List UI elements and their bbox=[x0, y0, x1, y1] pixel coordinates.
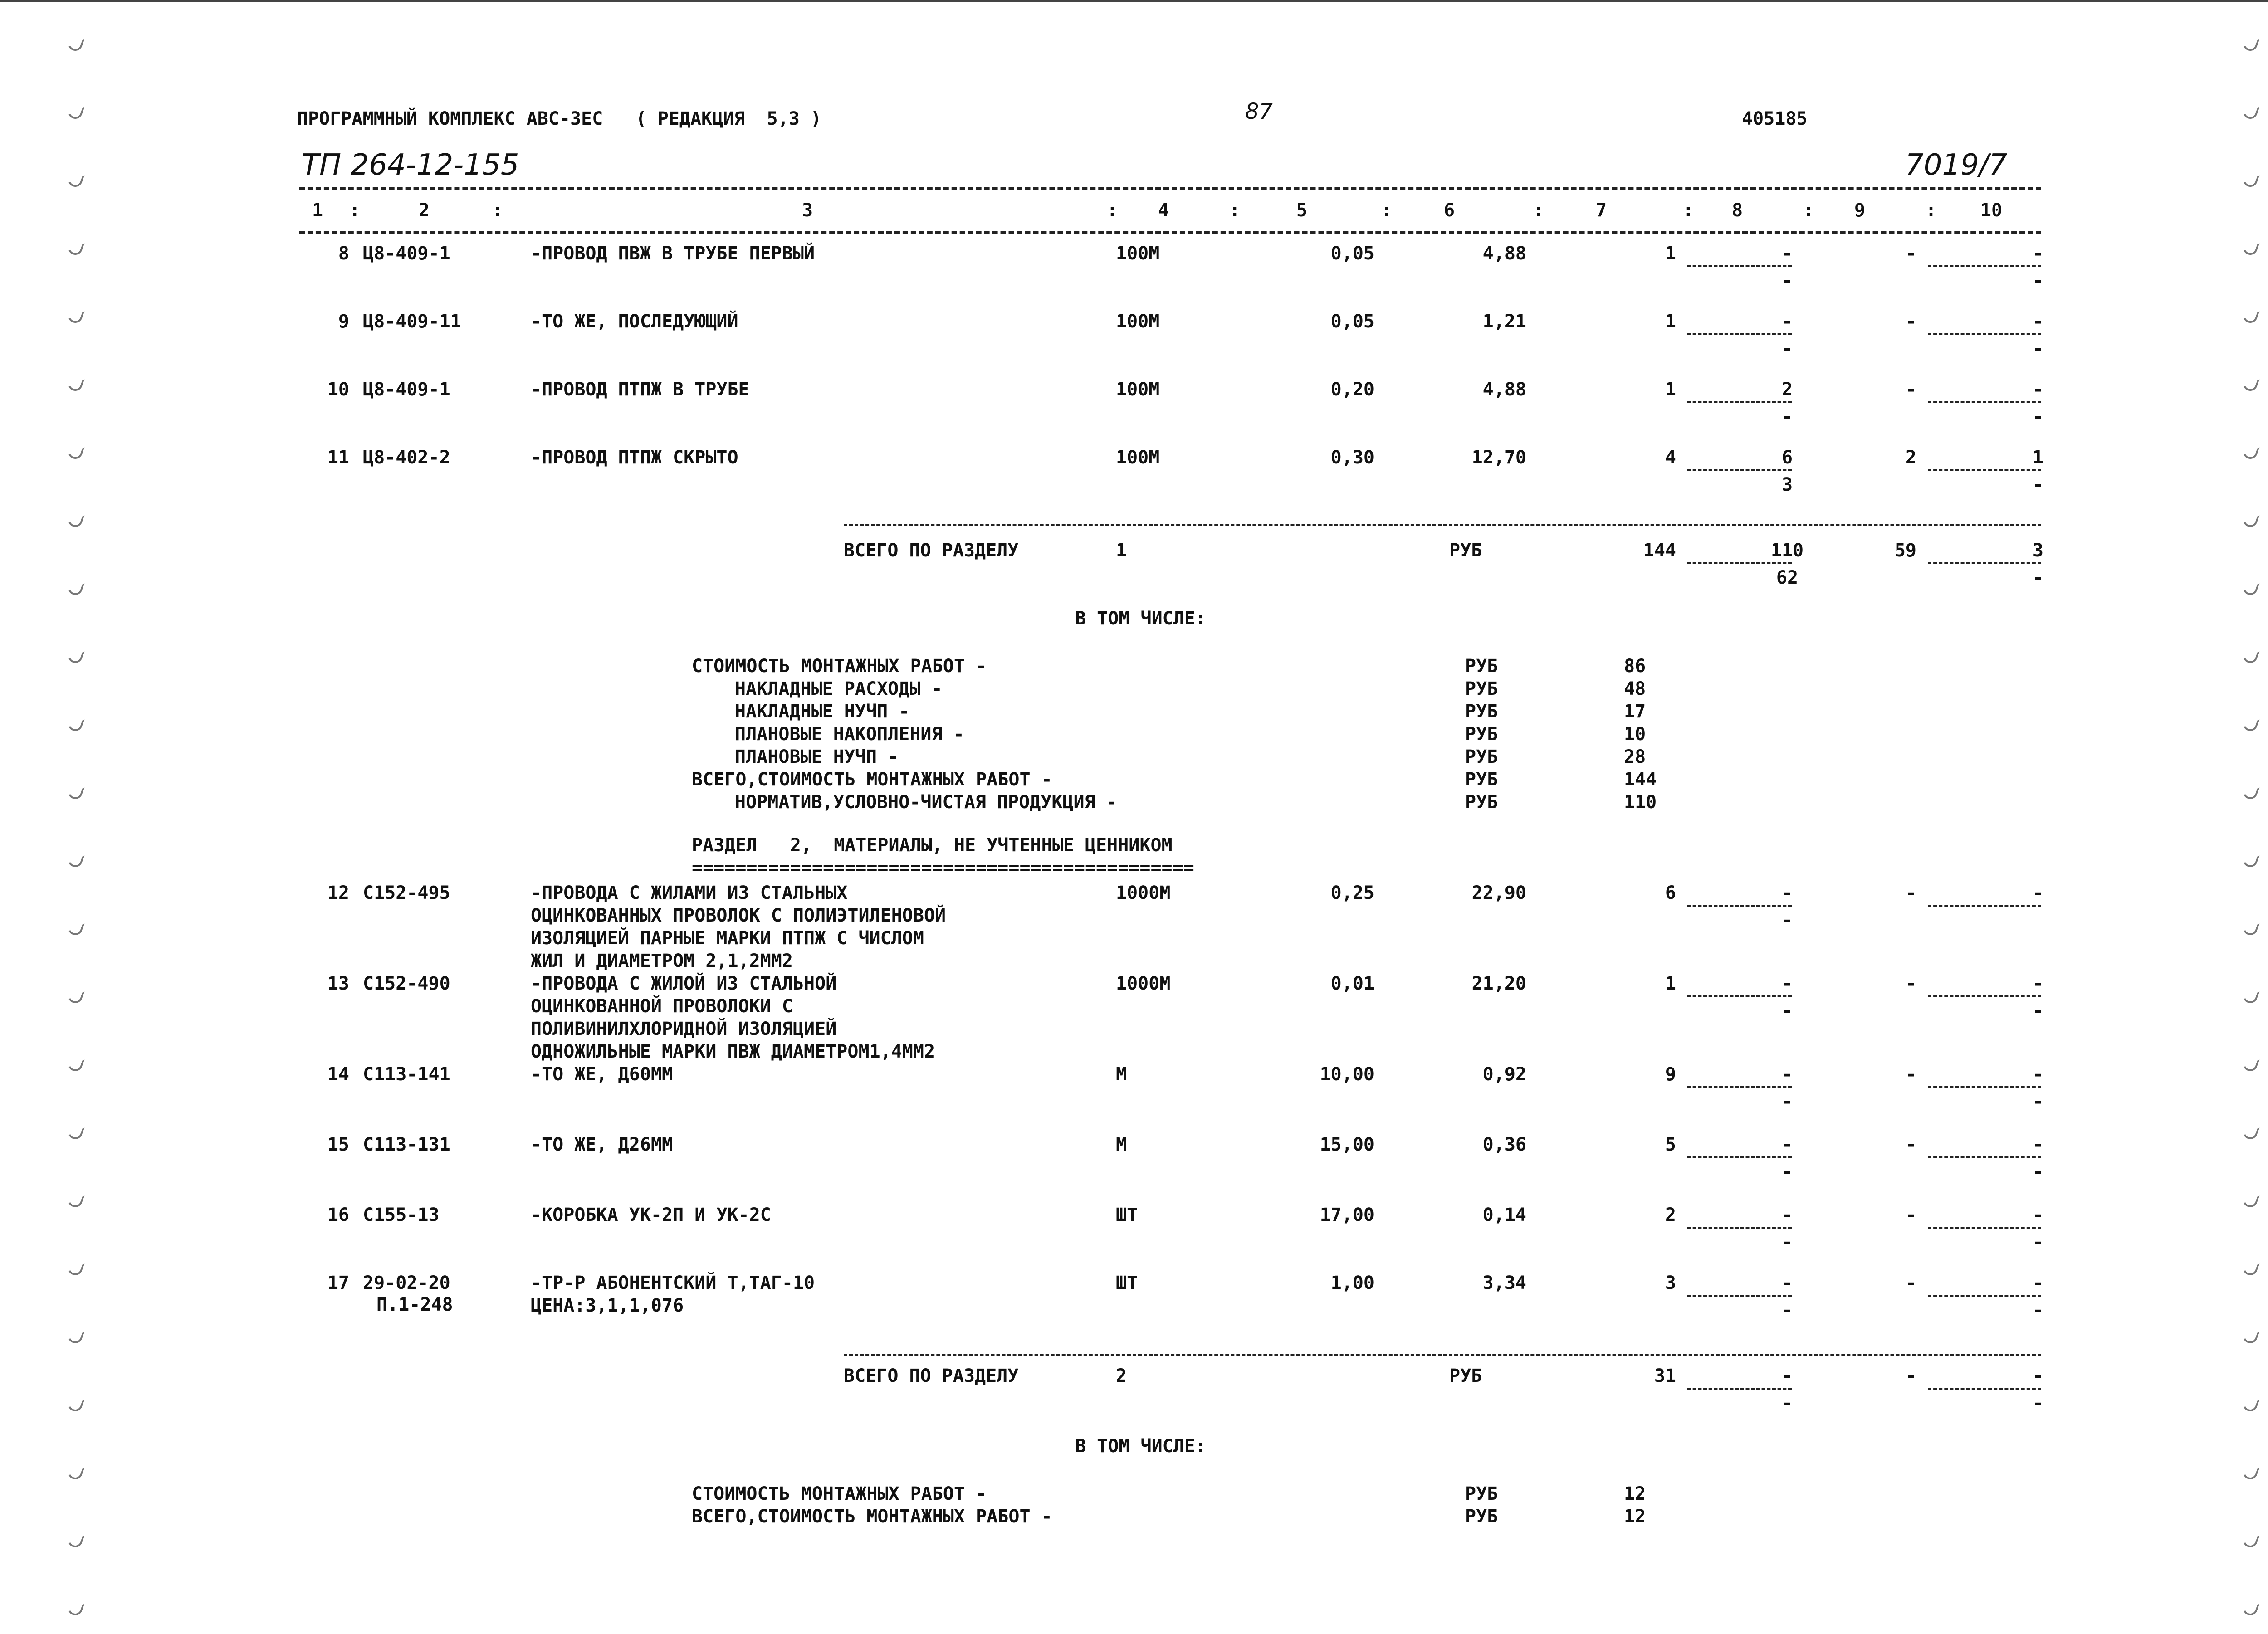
binder-hole-icon bbox=[66, 1395, 84, 1413]
binder-hole-icon bbox=[66, 714, 84, 733]
sec1-total-rule bbox=[844, 524, 2041, 526]
sec1-machine-wage: - bbox=[2032, 243, 2043, 264]
sec1-row-number: 9 bbox=[338, 311, 349, 332]
sec2-work-name: ИЗОЛЯЦИЕЙ ПАРНЫЕ МАРКИ ПТПЖ С ЧИСЛОМ bbox=[531, 928, 924, 949]
column-header-1: 1 bbox=[312, 200, 323, 221]
sec1-total-unit: РУБ bbox=[1449, 540, 1482, 561]
sec2-unit-price: 0,14 bbox=[1482, 1205, 1526, 1225]
binder-hole-icon bbox=[2241, 1122, 2259, 1141]
document-code: 405185 bbox=[1742, 108, 1808, 129]
binder-hole-icon bbox=[2241, 986, 2259, 1005]
sec1-subrule-10 bbox=[1928, 469, 2041, 471]
sec2-work-name: -ТР-Р АБОНЕНТСКИЙ Т,ТАГ-10 bbox=[531, 1273, 815, 1293]
sec2-machine-wage: - bbox=[2032, 973, 2043, 994]
sec2-wage-cost: - bbox=[1781, 973, 1793, 994]
sec2-machine-cost: - bbox=[1905, 1134, 1916, 1155]
sec1-machine-wage-sub: - bbox=[2032, 406, 2043, 427]
sec2-quantity: 17,00 bbox=[1320, 1205, 1374, 1225]
binder-hole-icon bbox=[2241, 374, 2259, 393]
sec1-work-name: -ПРОВОД ПВЖ В ТРУБЕ ПЕРВЫЙ bbox=[531, 243, 815, 264]
sec1-breakdown-label: НАКЛАДНЫЕ РАСХОДЫ - bbox=[735, 678, 943, 699]
sec2-subrule-10 bbox=[1928, 1156, 2041, 1158]
sec2-machine-cost: - bbox=[1905, 1064, 1916, 1085]
sec1-row-number: 10 bbox=[327, 379, 349, 400]
sec1-machine-wage: 1 bbox=[2032, 447, 2043, 468]
section2-title-underline: ============================================== bbox=[692, 858, 1194, 878]
sec2-work-name: -ПРОВОДА С ЖИЛАМИ ИЗ СТАЛЬНЫХ bbox=[531, 883, 848, 903]
sec2-quantity: 0,25 bbox=[1330, 883, 1374, 903]
sec1-machine-cost: - bbox=[1905, 311, 1916, 332]
sec1-total-cost: 144 bbox=[1643, 540, 1676, 561]
sec2-subrule-8 bbox=[1687, 1227, 1792, 1229]
sec1-breakdown-unit: РУБ bbox=[1465, 656, 1498, 677]
sec2-unit-price: 3,34 bbox=[1482, 1273, 1526, 1293]
sec2-machine-wage: - bbox=[2032, 883, 2043, 903]
sec2-machine-cost: - bbox=[1905, 973, 1916, 994]
sec2-work-name: ОДНОЖИЛЬНЫЕ МАРКИ ПВЖ ДИАМЕТРОМ1,4ММ2 bbox=[531, 1041, 935, 1062]
sec1-total-wage: 110 bbox=[1770, 540, 1804, 561]
sec1-breakdown-label: ВСЕГО,СТОИМОСТЬ МОНТАЖНЫХ РАБОТ - bbox=[692, 769, 1052, 790]
sec2-unit-price: 22,90 bbox=[1471, 883, 1526, 903]
binder-hole-icon bbox=[2241, 918, 2259, 937]
sec1-total-cost: 1 bbox=[1665, 311, 1676, 332]
sec2-unit: М bbox=[1116, 1134, 1127, 1155]
binder-hole-icon bbox=[2241, 646, 2259, 665]
sec2-price-code: С152-495 bbox=[363, 883, 450, 903]
sec1-total-cost: 4 bbox=[1665, 447, 1676, 468]
column-header-6: 6 bbox=[1443, 200, 1455, 221]
sec2-quantity: 1,00 bbox=[1330, 1273, 1374, 1293]
sec1-total-label: ВСЕГО ПО РАЗДЕЛУ bbox=[844, 540, 1019, 561]
binder-hole-icon bbox=[66, 646, 84, 665]
sec1-breakdown-value: 10 bbox=[1624, 724, 1646, 745]
sec2-machine-cost: - bbox=[1905, 1273, 1916, 1293]
page-number: 87 bbox=[1245, 99, 1273, 124]
column-separator: : bbox=[349, 200, 361, 221]
sec1-total-machine: 59 bbox=[1894, 540, 1916, 561]
sec2-machine-wage: - bbox=[2032, 1273, 2043, 1293]
sec1-machine-wage: - bbox=[2032, 379, 2043, 400]
sec1-work-name: -ПРОВОД ПТПЖ В ТРУБЕ bbox=[531, 379, 749, 400]
binder-hole-icon bbox=[2241, 306, 2259, 325]
sec1-machine-wage-sub: - bbox=[2032, 474, 2043, 495]
sec1-unit: 100М bbox=[1116, 311, 1160, 332]
sec2-wage-cost: - bbox=[1781, 1134, 1793, 1155]
sec2-work-name: -КОРОБКА УК-2П И УК-2С bbox=[531, 1205, 771, 1225]
sec2-row-number: 16 bbox=[327, 1205, 349, 1225]
sec1-price-code: Ц8-409-11 bbox=[363, 311, 461, 332]
sec2-subrule-10 bbox=[1928, 1227, 2041, 1229]
section2-title: РАЗДЕЛ 2, МАТЕРИАЛЫ, НЕ УЧТЕННЫЕ ЦЕННИКОМ bbox=[692, 835, 1173, 856]
sec2-subrule-8 bbox=[1687, 995, 1792, 997]
sec2-wage-cost: - bbox=[1781, 1064, 1793, 1085]
column-header-2: 2 bbox=[418, 200, 430, 221]
sec2-price-code: С155-13 bbox=[363, 1205, 440, 1225]
sec2-wage-cost: - bbox=[1781, 883, 1793, 903]
binder-hole-icon bbox=[66, 1190, 84, 1209]
sec1-wage-cost: 2 bbox=[1781, 379, 1793, 400]
sec2-row-number: 17 bbox=[327, 1273, 349, 1293]
binder-hole-icon bbox=[66, 1122, 84, 1141]
header-bottom-rule bbox=[299, 231, 2041, 234]
sec1-total-cost: 1 bbox=[1665, 379, 1676, 400]
sec2-wage-cost: - bbox=[1781, 1205, 1793, 1225]
sec1-price-code: Ц8-402-2 bbox=[363, 447, 450, 468]
sec2-total-cost: 1 bbox=[1665, 973, 1676, 994]
sec1-breakdown-value: 86 bbox=[1624, 656, 1646, 677]
binder-hole-icon bbox=[2241, 1258, 2259, 1277]
sec1-unit-price: 4,88 bbox=[1482, 243, 1526, 264]
sec2-work-name: -ТО ЖЕ, Д60ММ bbox=[531, 1064, 673, 1085]
sec1-breakdown-label: НАКЛАДНЫЕ НУЧП - bbox=[735, 701, 910, 722]
sec2-work-name: ОЦИНКОВАННЫХ ПРОВОЛОК С ПОЛИЭТИЛЕНОВОЙ bbox=[531, 905, 946, 926]
binder-hole-icon bbox=[2241, 850, 2259, 869]
sec1-wage-cost-sub: - bbox=[1781, 406, 1793, 427]
sec2-machine-wage-sub: - bbox=[2032, 1300, 2043, 1321]
column-header-7: 7 bbox=[1595, 200, 1607, 221]
sec1-subrule-10 bbox=[1928, 333, 2041, 335]
sec2-work-name: -ПРОВОДА С ЖИЛОЙ ИЗ СТАЛЬНОЙ bbox=[531, 973, 837, 994]
binder-hole-icon bbox=[66, 374, 84, 393]
sec1-total-wage-sub: 62 bbox=[1776, 567, 1799, 588]
sec1-total-machine-wage-sub: - bbox=[2032, 567, 2043, 588]
binder-hole-icon bbox=[66, 238, 84, 257]
sec1-breakdown-unit: РУБ bbox=[1465, 746, 1498, 767]
binder-hole-icon bbox=[2241, 782, 2259, 801]
sec2-machine-cost: - bbox=[1905, 883, 1916, 903]
sec2-total-unit: РУБ bbox=[1449, 1366, 1482, 1386]
column-header-10: 10 bbox=[1980, 200, 2003, 221]
sec1-wage-cost: 6 bbox=[1781, 447, 1793, 468]
sec2-work-name: -ТО ЖЕ, Д26ММ bbox=[531, 1134, 673, 1155]
sec2-total-cost: 9 bbox=[1665, 1064, 1676, 1085]
sec2-total-cost: 3 bbox=[1665, 1273, 1676, 1293]
binder-hole-icon bbox=[66, 578, 84, 597]
sec2-total-wage: - bbox=[1781, 1366, 1793, 1386]
handwritten-doc-ref: ТП 264-12-155 bbox=[302, 148, 519, 182]
sec1-quantity: 0,05 bbox=[1330, 243, 1374, 264]
sec1-breakdown-label: НОРМАТИВ,УСЛОВНО-ЧИСТАЯ ПРОДУКЦИЯ - bbox=[735, 792, 1117, 813]
sec2-total-cost: 6 bbox=[1665, 883, 1676, 903]
sec1-row-number: 8 bbox=[338, 243, 349, 264]
sec2-unit-price: 0,92 bbox=[1482, 1064, 1526, 1085]
binder-hole-icon bbox=[66, 1327, 84, 1345]
sec2-including-label: В ТОМ ЧИСЛЕ: bbox=[1075, 1436, 1206, 1457]
sec2-row-number: 12 bbox=[327, 883, 349, 903]
sec2-unit-price: 0,36 bbox=[1482, 1134, 1526, 1155]
sec1-machine-cost: - bbox=[1905, 379, 1916, 400]
sec2-total-cost: 5 bbox=[1665, 1134, 1676, 1155]
sec1-quantity: 0,05 bbox=[1330, 311, 1374, 332]
sec1-price-code: Ц8-409-1 bbox=[363, 379, 450, 400]
sec1-including-label: В ТОМ ЧИСЛЕ: bbox=[1075, 608, 1206, 629]
sec1-breakdown-unit: РУБ bbox=[1465, 724, 1498, 745]
binder-hole-icon bbox=[2241, 1463, 2259, 1481]
binder-hole-icon bbox=[66, 102, 84, 121]
sec1-unit-price: 4,88 bbox=[1482, 379, 1526, 400]
sec2-total-section-num: 2 bbox=[1116, 1366, 1127, 1386]
binder-hole-icon bbox=[2241, 578, 2259, 597]
sec1-work-name: -ПРОВОД ПТПЖ СКРЫТО bbox=[531, 447, 738, 468]
sec1-total-machine-wage: 3 bbox=[2032, 540, 2043, 561]
sec2-subrule-10 bbox=[1928, 1086, 2041, 1088]
sec1-wage-cost-sub: 3 bbox=[1781, 474, 1793, 495]
sec1-subrule-8 bbox=[1687, 333, 1792, 335]
column-separator: : bbox=[1533, 200, 1545, 221]
binder-hole-icon bbox=[2241, 510, 2259, 529]
binder-hole-icon bbox=[66, 1599, 84, 1617]
sec2-price-code: С113-141 bbox=[363, 1064, 450, 1085]
sec1-breakdown-label: СТОИМОСТЬ МОНТАЖНЫХ РАБОТ - bbox=[692, 656, 987, 677]
sec1-breakdown-value: 144 bbox=[1624, 769, 1657, 790]
sec1-total-subrule-8 bbox=[1687, 562, 1792, 564]
sec2-wage-cost-sub: - bbox=[1781, 1300, 1793, 1321]
binder-hole-icon bbox=[2241, 102, 2259, 121]
binder-hole-icon bbox=[2241, 34, 2259, 53]
binder-hole-icon bbox=[66, 1258, 84, 1277]
binder-hole-icon bbox=[2241, 1190, 2259, 1209]
sec1-breakdown-unit: РУБ bbox=[1465, 678, 1498, 699]
sec2-wage-cost-sub: - bbox=[1781, 1161, 1793, 1182]
sec2-wage-cost-sub: - bbox=[1781, 1232, 1793, 1253]
sec2-breakdown-label: ВСЕГО,СТОИМОСТЬ МОНТАЖНЫХ РАБОТ - bbox=[692, 1506, 1052, 1527]
sec1-quantity: 0,30 bbox=[1330, 447, 1374, 468]
sec2-price-code: 29-02-20 bbox=[363, 1273, 450, 1293]
sec2-row-number: 13 bbox=[327, 973, 349, 994]
sec1-wage-cost-sub: - bbox=[1781, 270, 1793, 291]
sec2-breakdown-unit: РУБ bbox=[1465, 1506, 1498, 1527]
sec1-subrule-8 bbox=[1687, 469, 1792, 471]
sec2-total-subrule-10 bbox=[1928, 1388, 2041, 1390]
sec1-subrule-10 bbox=[1928, 265, 2041, 267]
column-separator: : bbox=[1683, 200, 1694, 221]
sec1-wage-cost: - bbox=[1781, 311, 1793, 332]
column-separator: : bbox=[1803, 200, 1814, 221]
binder-hole-icon bbox=[66, 510, 84, 529]
column-header-5: 5 bbox=[1296, 200, 1308, 221]
sec1-machine-wage: - bbox=[2032, 311, 2043, 332]
sec2-work-name: ЦЕНА:3,1,1,076 bbox=[531, 1295, 684, 1316]
sec2-wage-cost-sub: - bbox=[1781, 1000, 1793, 1021]
sec1-total-cost: 1 bbox=[1665, 243, 1676, 264]
sec1-total-section-num: 1 bbox=[1116, 540, 1127, 561]
sec1-machine-cost: - bbox=[1905, 243, 1916, 264]
column-separator: : bbox=[1381, 200, 1393, 221]
sec2-subrule-8 bbox=[1687, 1086, 1792, 1088]
binder-hole-icon bbox=[2241, 1395, 2259, 1413]
sec2-machine-wage: - bbox=[2032, 1064, 2043, 1085]
program-title: ПРОГРАММНЫЙ КОМПЛЕКС АВС-ЗЕС ( РЕДАКЦИЯ 5,3 ) bbox=[297, 108, 821, 129]
sec2-price-code-2: П.1-248 bbox=[376, 1294, 453, 1315]
sec2-total-wage-sub: - bbox=[1781, 1393, 1793, 1414]
sec2-subrule-10 bbox=[1928, 1295, 2041, 1297]
sec1-unit-price: 1,21 bbox=[1482, 311, 1526, 332]
sec2-total-label: ВСЕГО ПО РАЗДЕЛУ bbox=[844, 1366, 1019, 1386]
sec2-breakdown-label: СТОИМОСТЬ МОНТАЖНЫХ РАБОТ - bbox=[692, 1483, 987, 1504]
column-separator: : bbox=[1926, 200, 1937, 221]
sec2-quantity: 0,01 bbox=[1330, 973, 1374, 994]
sec2-total-cost: 2 bbox=[1665, 1205, 1676, 1225]
column-header-8: 8 bbox=[1731, 200, 1743, 221]
sec2-machine-wage-sub: - bbox=[2032, 1161, 2043, 1182]
column-header-4: 4 bbox=[1158, 200, 1169, 221]
sec1-machine-cost: 2 bbox=[1905, 447, 1916, 468]
binder-hole-icon bbox=[66, 1463, 84, 1481]
sec2-total-machine-wage: - bbox=[2032, 1366, 2043, 1386]
sec2-total-rule bbox=[844, 1354, 2041, 1356]
sec2-unit: М bbox=[1116, 1064, 1127, 1085]
sec2-quantity: 15,00 bbox=[1320, 1134, 1374, 1155]
sec2-wage-cost-sub: - bbox=[1781, 1091, 1793, 1112]
sec1-quantity: 0,20 bbox=[1330, 379, 1374, 400]
binder-hole-icon bbox=[66, 170, 84, 189]
sec2-subrule-8 bbox=[1687, 1156, 1792, 1158]
column-separator: : bbox=[1229, 200, 1241, 221]
sec2-total-subrule-8 bbox=[1687, 1388, 1792, 1390]
sec2-subrule-10 bbox=[1928, 905, 2041, 907]
sec2-wage-cost: - bbox=[1781, 1273, 1793, 1293]
sec2-unit: 1000М bbox=[1116, 883, 1171, 903]
sec2-total-machine-wage-sub: - bbox=[2032, 1393, 2043, 1414]
column-separator: : bbox=[1107, 200, 1118, 221]
sec2-machine-wage: - bbox=[2032, 1134, 2043, 1155]
sec1-breakdown-label: ПЛАНОВЫЕ НАКОПЛЕНИЯ - bbox=[735, 724, 964, 745]
sec1-work-name: -ТО ЖЕ, ПОСЛЕДУЮЩИЙ bbox=[531, 311, 738, 332]
binder-hole-icon bbox=[66, 34, 84, 53]
column-header-9: 9 bbox=[1854, 200, 1866, 221]
binder-hole-icon bbox=[2241, 238, 2259, 257]
sec1-unit: 100М bbox=[1116, 447, 1160, 468]
binder-hole-icon bbox=[66, 306, 84, 325]
sec2-total-machine: - bbox=[1905, 1366, 1916, 1386]
sec2-machine-wage: - bbox=[2032, 1205, 2043, 1225]
binder-hole-icon bbox=[2241, 170, 2259, 189]
sec1-unit-price: 12,70 bbox=[1471, 447, 1526, 468]
sec1-wage-cost-sub: - bbox=[1781, 338, 1793, 359]
binder-hole-icon bbox=[66, 442, 84, 461]
sec2-machine-wage-sub: - bbox=[2032, 1091, 2043, 1112]
sec1-breakdown-unit: РУБ bbox=[1465, 701, 1498, 722]
sec2-subrule-8 bbox=[1687, 1295, 1792, 1297]
binder-hole-icon bbox=[2241, 1327, 2259, 1345]
column-header-3: 3 bbox=[802, 200, 813, 221]
binder-hole-icon bbox=[2241, 1531, 2259, 1549]
column-separator: : bbox=[492, 200, 503, 221]
sec2-row-number: 15 bbox=[327, 1134, 349, 1155]
sec1-breakdown-unit: РУБ bbox=[1465, 792, 1498, 813]
sec1-breakdown-unit: РУБ bbox=[1465, 769, 1498, 790]
binder-hole-icon bbox=[66, 986, 84, 1005]
binder-hole-icon bbox=[66, 850, 84, 869]
sec2-price-code: С113-131 bbox=[363, 1134, 450, 1155]
sec1-machine-wage-sub: - bbox=[2032, 270, 2043, 291]
sec2-unit: ШТ bbox=[1116, 1273, 1138, 1293]
sec1-subrule-8 bbox=[1687, 401, 1792, 403]
paper-top-edge bbox=[0, 0, 2268, 2]
sec2-work-name: ОЦИНКОВАННОЙ ПРОВОЛОКИ С bbox=[531, 996, 793, 1017]
header-top-rule bbox=[299, 187, 2041, 190]
sec2-breakdown-unit: РУБ bbox=[1465, 1483, 1498, 1504]
sec2-price-code: С152-490 bbox=[363, 973, 450, 994]
sec2-work-name: ПОЛИВИНИЛХЛОРИДНОЙ ИЗОЛЯЦИЕЙ bbox=[531, 1019, 837, 1039]
sec1-total-subrule-10 bbox=[1928, 562, 2041, 564]
sec2-machine-wage-sub: - bbox=[2032, 1000, 2043, 1021]
sec1-unit: 100М bbox=[1116, 243, 1160, 264]
sec2-unit: 1000М bbox=[1116, 973, 1171, 994]
binder-hole-icon bbox=[2241, 1599, 2259, 1617]
sec2-machine-wage-sub: - bbox=[2032, 1232, 2043, 1253]
sec1-breakdown-label: ПЛАНОВЫЕ НУЧП - bbox=[735, 746, 899, 767]
sec1-price-code: Ц8-409-1 bbox=[363, 243, 450, 264]
sec2-total-cost: 31 bbox=[1654, 1366, 1676, 1386]
sec1-breakdown-value: 48 bbox=[1624, 678, 1646, 699]
binder-hole-icon bbox=[2241, 442, 2259, 461]
sec2-wage-cost-sub: - bbox=[1781, 910, 1793, 931]
sec2-row-number: 14 bbox=[327, 1064, 349, 1085]
sec1-subrule-10 bbox=[1928, 401, 2041, 403]
sec1-machine-wage-sub: - bbox=[2032, 338, 2043, 359]
sec2-quantity: 10,00 bbox=[1320, 1064, 1374, 1085]
sec2-work-name: ЖИЛ И ДИАМЕТРОМ 2,1,2ММ2 bbox=[531, 951, 793, 971]
binder-hole-icon bbox=[2241, 714, 2259, 733]
sec2-subrule-10 bbox=[1928, 995, 2041, 997]
sec2-machine-cost: - bbox=[1905, 1205, 1916, 1225]
sec1-subrule-8 bbox=[1687, 265, 1792, 267]
sec2-subrule-8 bbox=[1687, 905, 1792, 907]
sec2-breakdown-value: 12 bbox=[1624, 1506, 1646, 1527]
binder-hole-icon bbox=[66, 918, 84, 937]
sec2-unit: ШТ bbox=[1116, 1205, 1138, 1225]
binder-hole-icon bbox=[66, 1531, 84, 1549]
binder-hole-icon bbox=[66, 782, 84, 801]
sec1-unit: 100М bbox=[1116, 379, 1160, 400]
sec1-breakdown-value: 110 bbox=[1624, 792, 1657, 813]
handwritten-sheet-ref: 7019/7 bbox=[1905, 148, 2008, 182]
sec1-breakdown-value: 28 bbox=[1624, 746, 1646, 767]
sec2-breakdown-value: 12 bbox=[1624, 1483, 1646, 1504]
sec1-wage-cost: - bbox=[1781, 243, 1793, 264]
sec2-unit-price: 21,20 bbox=[1471, 973, 1526, 994]
sec1-breakdown-value: 17 bbox=[1624, 701, 1646, 722]
binder-hole-icon bbox=[66, 1054, 84, 1073]
sec1-row-number: 11 bbox=[327, 447, 349, 468]
binder-hole-icon bbox=[2241, 1054, 2259, 1073]
